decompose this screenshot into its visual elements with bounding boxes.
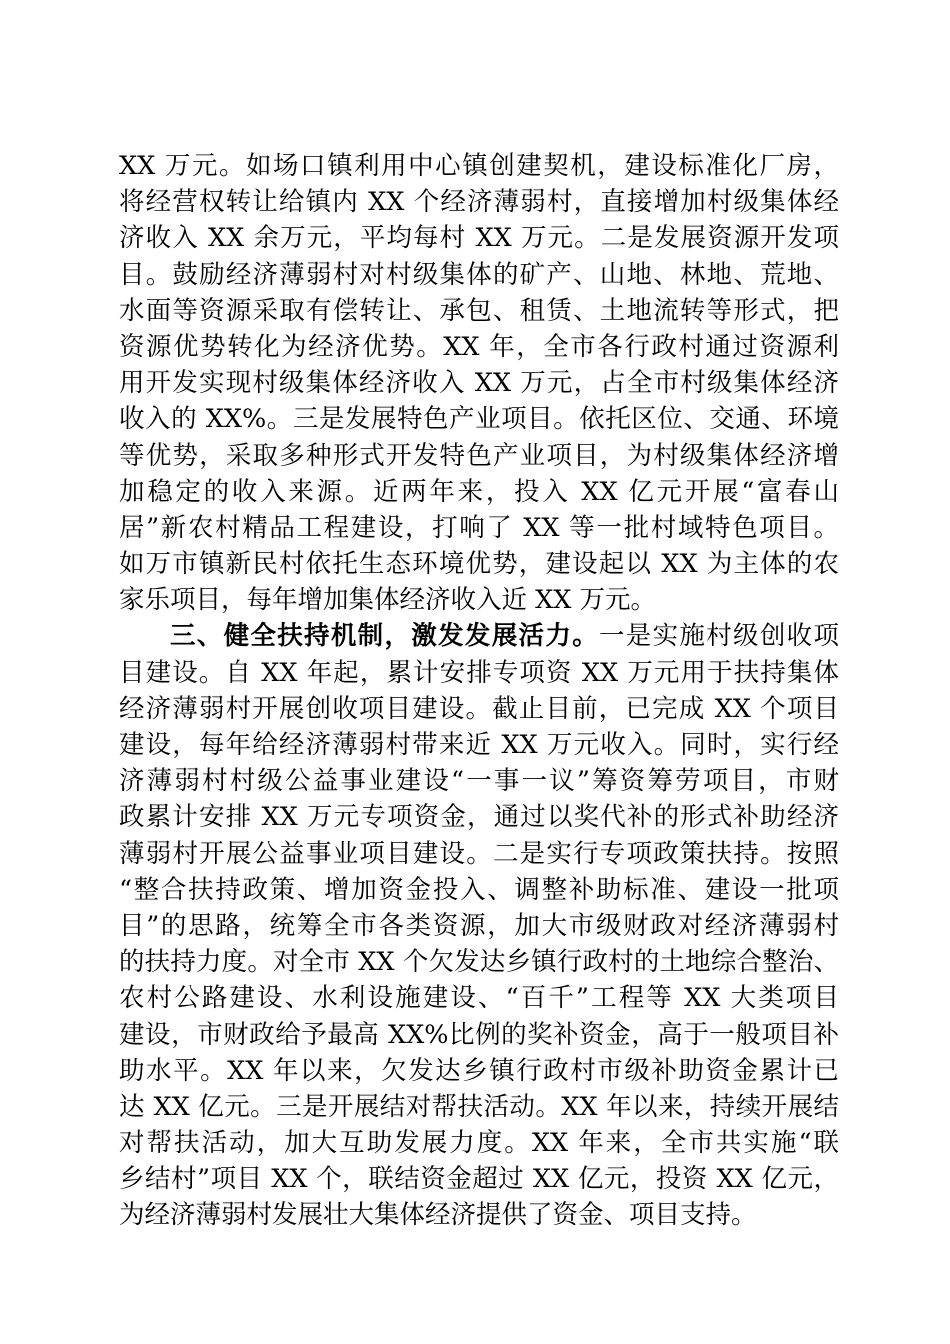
body-text <box>119 148 839 1234</box>
text-line: 助水平。XX 年以来，欠发达乡镇行政村市级补助资金累计已 <box>119 1055 839 1086</box>
text-line: 用开发实现村级集体经济收入 XX 万元，占全市村级集体经济 <box>119 368 839 399</box>
paragraph-2 <box>119 618 839 1233</box>
text-line: 农村公路建设、水利设施建设、“百千”工程等 XX 大类项目 <box>119 983 839 1014</box>
text-line: 加稳定的收入来源。近两年来，投入 XX 亿元开展“富春山 <box>119 476 839 507</box>
text-line: 政累计安排 XX 万元专项资金，通过以奖代补的形式补助经济 <box>119 802 839 833</box>
text-line: 经济薄弱村开展创收项目建设。截止目前，已完成 XX 个项目 <box>119 693 839 724</box>
text-line: XX 万元。如场口镇利用中心镇创建契机，建设标准化厂房， <box>119 151 839 181</box>
text-line: 目。鼓励经济薄弱村对村级集体的矿产、山地、林地、荒地、 <box>119 259 839 290</box>
text-line: 为经济薄弱村发展壮大集体经济提供了资金、项目支持。 <box>119 1200 757 1231</box>
text-line: 建设，每年给经济薄弱村带来近 XX 万元收入。同时，实行经 <box>119 730 839 760</box>
text-line: “整合扶持政策、增加资金投入、调整补助标准、建设一批项 <box>119 874 839 905</box>
text-line: 济收入 XX 余万元，平均每村 XX 万元。二是发展资源开发项 <box>119 223 839 254</box>
text-line: 收入的 XX%。三是发展特色产业项目。依托区位、交通、环境 <box>119 404 839 435</box>
text-line: 济薄弱村村级公益事业建设“一事一议”筹资筹劳项目，市财 <box>119 766 839 797</box>
paragraph-first-line <box>119 618 839 654</box>
text-line: 乡结村”项目 XX 个，联结资金超过 XX 亿元，投资 XX 亿元， <box>119 1164 839 1195</box>
text-line: 建设，市财政给予最高 XX%比例的奖补资金，高于一般项目补 <box>119 1019 839 1050</box>
text-line: 如万市镇新民村依托生态环境优势，建设起以 XX 为主体的农 <box>119 549 839 580</box>
paragraph-1 <box>119 148 839 618</box>
text-line: 薄弱村开展公益事业项目建设。二是实行专项政策扶持。按照 <box>119 838 839 869</box>
text-line: 对帮扶活动，加大互助发展力度。XX 年来，全市共实施“联 <box>119 1128 839 1159</box>
text-line: 水面等资源采取有偿转让、承包、租赁、土地流转等形式，把 <box>119 295 839 326</box>
text-line: 家乐项目，每年增加集体经济收入近 XX 万元。 <box>119 585 657 616</box>
text-line: 目”的思路，统筹全市各类资源，加大市级财政对经济薄弱村 <box>119 910 839 941</box>
text-line: 达 XX 亿元。三是开展结对帮扶活动。XX 年以来，持续开展结 <box>119 1091 839 1122</box>
text-line: 资源优势转化为经济优势。XX 年，全市各行政村通过资源利 <box>119 331 839 362</box>
heading-continuation: 一是实施村级创收项 <box>598 621 839 652</box>
text-line: 将经营权转让给镇内 XX 个经济薄弱村，直接增加村级集体经 <box>119 187 839 218</box>
text-line: 等优势，采取多种形式开发特色产业项目，为村级集体经济增 <box>119 440 839 471</box>
text-line: 目建设。自 XX 年起，累计安排专项资 XX 万元用于扶持集体 <box>119 657 839 688</box>
text-line: 的扶持力度。对全市 XX 个欠发达乡镇行政村的土地综合整治、 <box>119 947 839 978</box>
text-line: 居”新农村精品工程建设，打响了 XX 等一批村域特色项目。 <box>119 512 839 543</box>
section-heading: 三、健全扶持机制，激发发展活力。 <box>170 621 599 652</box>
